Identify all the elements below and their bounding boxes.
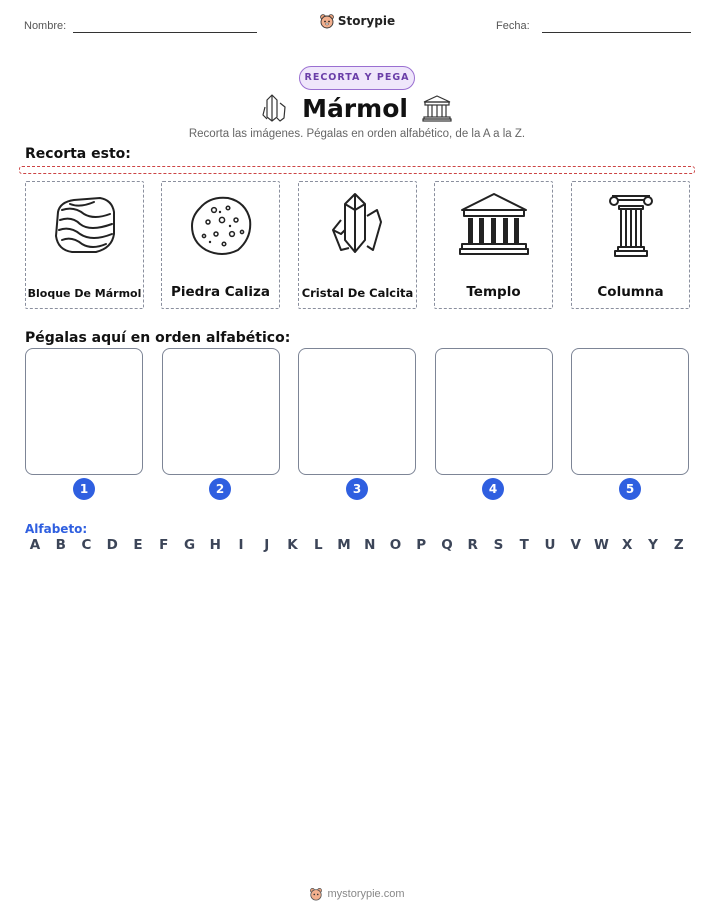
paste-slot[interactable] (162, 348, 280, 475)
temple-icon (458, 190, 530, 260)
cut-heading: Recorta esto: (25, 146, 131, 162)
alphabet-letter: U (544, 537, 556, 553)
limestone-icon (186, 190, 256, 260)
alphabet-letter: D (106, 537, 118, 553)
alphabet-letter: C (81, 537, 92, 553)
paste-slot[interactable] (298, 348, 416, 475)
slot-number: 4 (482, 478, 504, 500)
brand-logo (0, 13, 714, 33)
alphabet-letter: F (159, 537, 169, 553)
alphabet-letter: W (594, 537, 609, 553)
alphabet-letter: B (55, 537, 66, 553)
date-label: Fecha: (496, 20, 530, 32)
alphabet-letter: X (622, 537, 633, 553)
alphabet-title: Alfabeto: (25, 522, 88, 536)
alphabet-letter: K (287, 537, 298, 553)
alphabet-letter: V (570, 537, 581, 553)
alphabet-letter: Z (673, 537, 684, 553)
alphabet-letter: S (493, 537, 504, 553)
alphabet-letter: L (313, 537, 323, 553)
alphabet-letter: P (416, 537, 427, 553)
title-row (0, 90, 714, 126)
brand-name: Storypie (337, 14, 396, 28)
alphabet-letter: M (337, 537, 351, 553)
cut-card[interactable] (571, 181, 690, 309)
cut-line (19, 166, 695, 174)
footer (0, 886, 714, 905)
name-label: Nombre: (24, 20, 67, 32)
alphabet-letter: Q (441, 537, 453, 553)
slot-number: 3 (346, 478, 368, 500)
cut-card[interactable] (161, 181, 280, 309)
slot-number: 5 (619, 478, 641, 500)
slot-number: 1 (73, 478, 95, 500)
cut-card[interactable] (434, 181, 553, 309)
paste-heading: Pégalas aquí en orden alfabético: (25, 330, 291, 346)
marble-block-icon (50, 190, 120, 260)
crystal-icon (262, 93, 288, 123)
alphabet-letter: I (238, 537, 244, 553)
mascot-icon (319, 13, 335, 29)
cut-card[interactable] (25, 181, 144, 309)
calcite-crystal-icon (323, 190, 393, 260)
card-label: Piedra Caliza (170, 284, 271, 300)
alphabet-letter: T (519, 537, 529, 553)
alphabet-letter: A (29, 537, 41, 553)
paste-slot[interactable] (435, 348, 553, 475)
alphabet-letter: O (389, 537, 402, 553)
paste-slot[interactable] (571, 348, 689, 475)
alphabet-letter: Y (648, 537, 658, 553)
paste-slot[interactable] (25, 348, 143, 475)
card-label: Templo (466, 284, 521, 300)
card-label: Bloque De Mármol (27, 287, 142, 300)
alphabet-letter: G (183, 537, 196, 553)
activity-badge: RECORTA Y PEGA (299, 66, 415, 90)
instructions: Recorta las imágenes. Pégalas en orden alfabético, de la A a la Z. (188, 128, 526, 140)
footer-url[interactable]: mystorypie.com (327, 888, 405, 900)
alphabet-letter: N (364, 537, 376, 553)
card-label: Columna (597, 284, 664, 300)
card-label: Cristal De Calcita (301, 286, 414, 300)
cut-card[interactable] (298, 181, 417, 309)
page-title: Mármol (302, 93, 408, 123)
alphabet-letter: H (209, 537, 221, 553)
slot-number: 2 (209, 478, 231, 500)
column-icon (606, 190, 656, 260)
mascot-icon (309, 887, 323, 901)
date-line[interactable] (542, 32, 691, 33)
alphabet-letter: E (133, 537, 143, 553)
alphabet-letter: R (467, 537, 478, 553)
alphabet-letter: J (264, 537, 270, 553)
alphabet-row (25, 537, 689, 553)
temple-icon (422, 94, 452, 122)
